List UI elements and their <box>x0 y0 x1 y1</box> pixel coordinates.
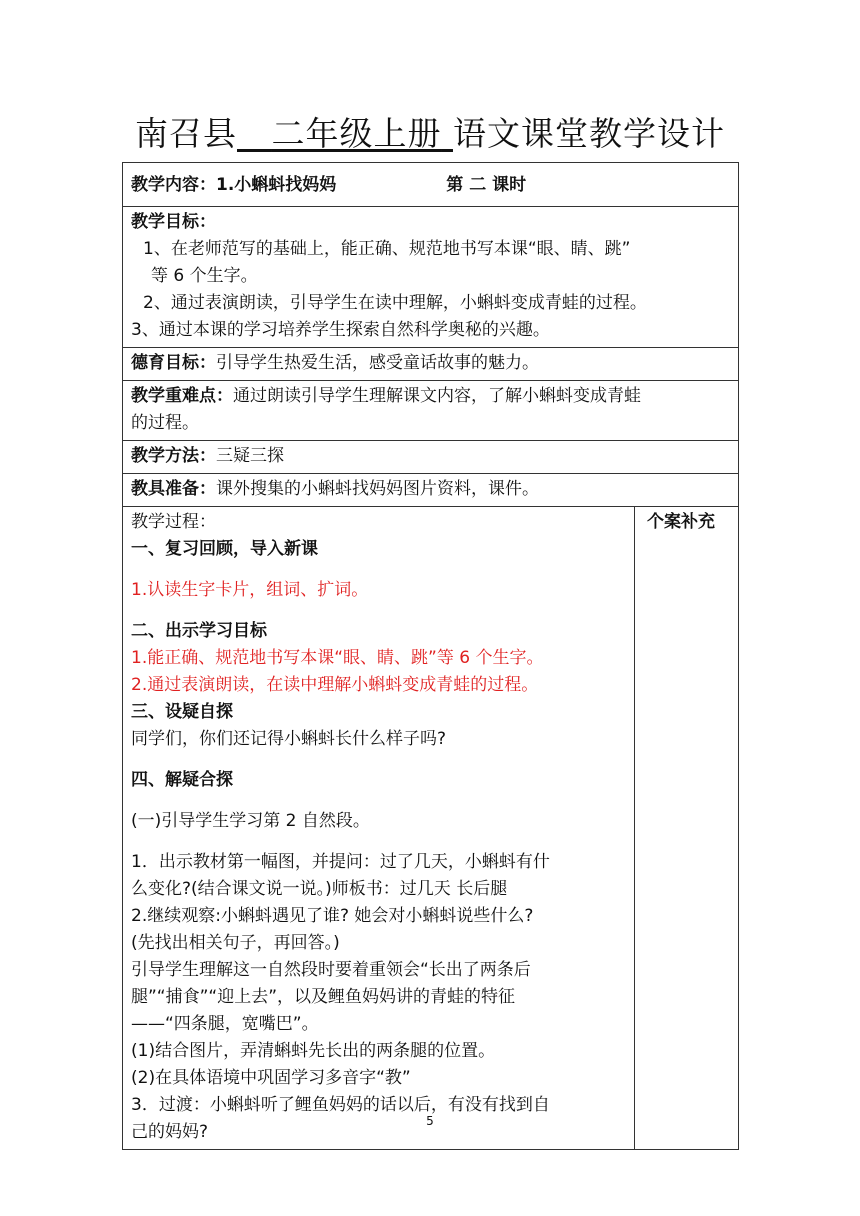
moral-text: 引导学生热爱生活，感受童话故事的魅力。 <box>216 353 539 373</box>
content-value: 1.小蝌蚪找妈妈 <box>216 175 337 195</box>
section-3-text: 同学们，你们还记得小蝌蚪长什么样子吗? <box>131 729 447 749</box>
section-2-item: 1.能正确、规范地书写本课“眼、睛、跳”等 6 个生字。 <box>131 648 544 668</box>
goal-item: 2、通过表演朗读，引导学生在读中理解，小蝌蚪变成青蛙的过程。 <box>143 293 647 313</box>
method-row <box>123 441 739 474</box>
lesson-number: 第 二 课时 <box>446 175 527 195</box>
process-line: 3．过渡：小蝌蚪听了鲤鱼妈妈的话以后，有没有找到自 <box>131 1095 550 1115</box>
keypoints-label: 教学重难点： <box>131 386 233 406</box>
tools-label: 教具准备： <box>131 479 216 499</box>
tools-row <box>123 474 739 507</box>
section-4-sub: (一)引导学生学习第 2 自然段。 <box>131 811 370 831</box>
supplement-column <box>635 507 739 1150</box>
process-line: (2)在具体语境中巩固学习多音字“教” <box>131 1068 411 1088</box>
method-text: 三疑三探 <box>216 446 284 466</box>
keypoints-text: 通过朗读引导学生理解课文内容，了解小蝌蚪变成青蛙 <box>233 386 641 406</box>
process-cell <box>123 507 635 1150</box>
page-number: 5 <box>426 1114 434 1128</box>
process-line: 1．出示教材第一幅图，并提问：过了几天，小蝌蚪有什 <box>131 852 550 872</box>
title-suffix: 语文课堂教学设计 <box>452 114 725 153</box>
process-line: (先找出相关句子，再回答。) <box>131 933 340 953</box>
goals-label: 教学目标： <box>131 212 216 232</box>
process-line: 腿”“捕食”“迎上去”，以及鲤鱼妈妈讲的青蛙的特征 <box>131 987 516 1007</box>
process-line: 么变化?(结合课文说一说。)师板书：过几天 长后腿 <box>131 879 508 899</box>
section-4-title: 四、解疑合探 <box>131 770 233 790</box>
section-1-item: 1.认读生字卡片，组词、扩词。 <box>131 580 369 600</box>
goal-item: 1、在老师范写的基础上，能正确、规范地书写本课“眼、睛、跳” <box>143 239 631 259</box>
title-grade: 二年级上册 <box>271 114 442 153</box>
title-county: 南召县 <box>135 114 237 153</box>
content-label: 教学内容： <box>131 175 216 195</box>
goal-item: 等 6 个生字。 <box>151 266 258 286</box>
method-label: 教学方法： <box>131 446 216 466</box>
moral-row <box>123 348 739 381</box>
section-2-title: 二、出示学习目标 <box>131 621 267 641</box>
content-row <box>123 163 739 207</box>
goal-item: 3、通过本课的学习培养学生探索自然科学奥秘的兴趣。 <box>131 320 550 340</box>
section-1-title: 一、复习回顾，导入新课 <box>131 539 318 559</box>
keypoints-text-cont: 的过程。 <box>131 413 199 433</box>
goals-row <box>123 207 739 348</box>
section-2-item: 2.通过表演朗读，在读中理解小蝌蚪变成青蛙的过程。 <box>131 675 539 695</box>
section-3-title: 三、设疑自探 <box>131 702 233 722</box>
moral-label: 德育目标： <box>131 353 216 373</box>
tools-text: 课外搜集的小蝌蚪找妈妈图片资料，课件。 <box>216 479 539 499</box>
process-line: 2.继续观察:小蝌蚪遇见了谁? 她会对小蝌蚪说些什么? <box>131 906 534 926</box>
supplement-label: 个案补充 <box>647 512 715 532</box>
page-title <box>0 108 860 155</box>
process-label: 教学过程： <box>131 512 216 532</box>
process-line: (1)结合图片，弄清蝌蚪先长出的两条腿的位置。 <box>131 1041 496 1061</box>
keypoints-row <box>123 381 739 441</box>
process-line: ——“四条腿，宽嘴巴”。 <box>131 1014 319 1034</box>
lesson-plan-table <box>122 162 739 1150</box>
process-line: 己的妈妈? <box>131 1122 209 1142</box>
process-line: 引导学生理解这一自然段时要着重领会“长出了两条后 <box>131 960 531 980</box>
